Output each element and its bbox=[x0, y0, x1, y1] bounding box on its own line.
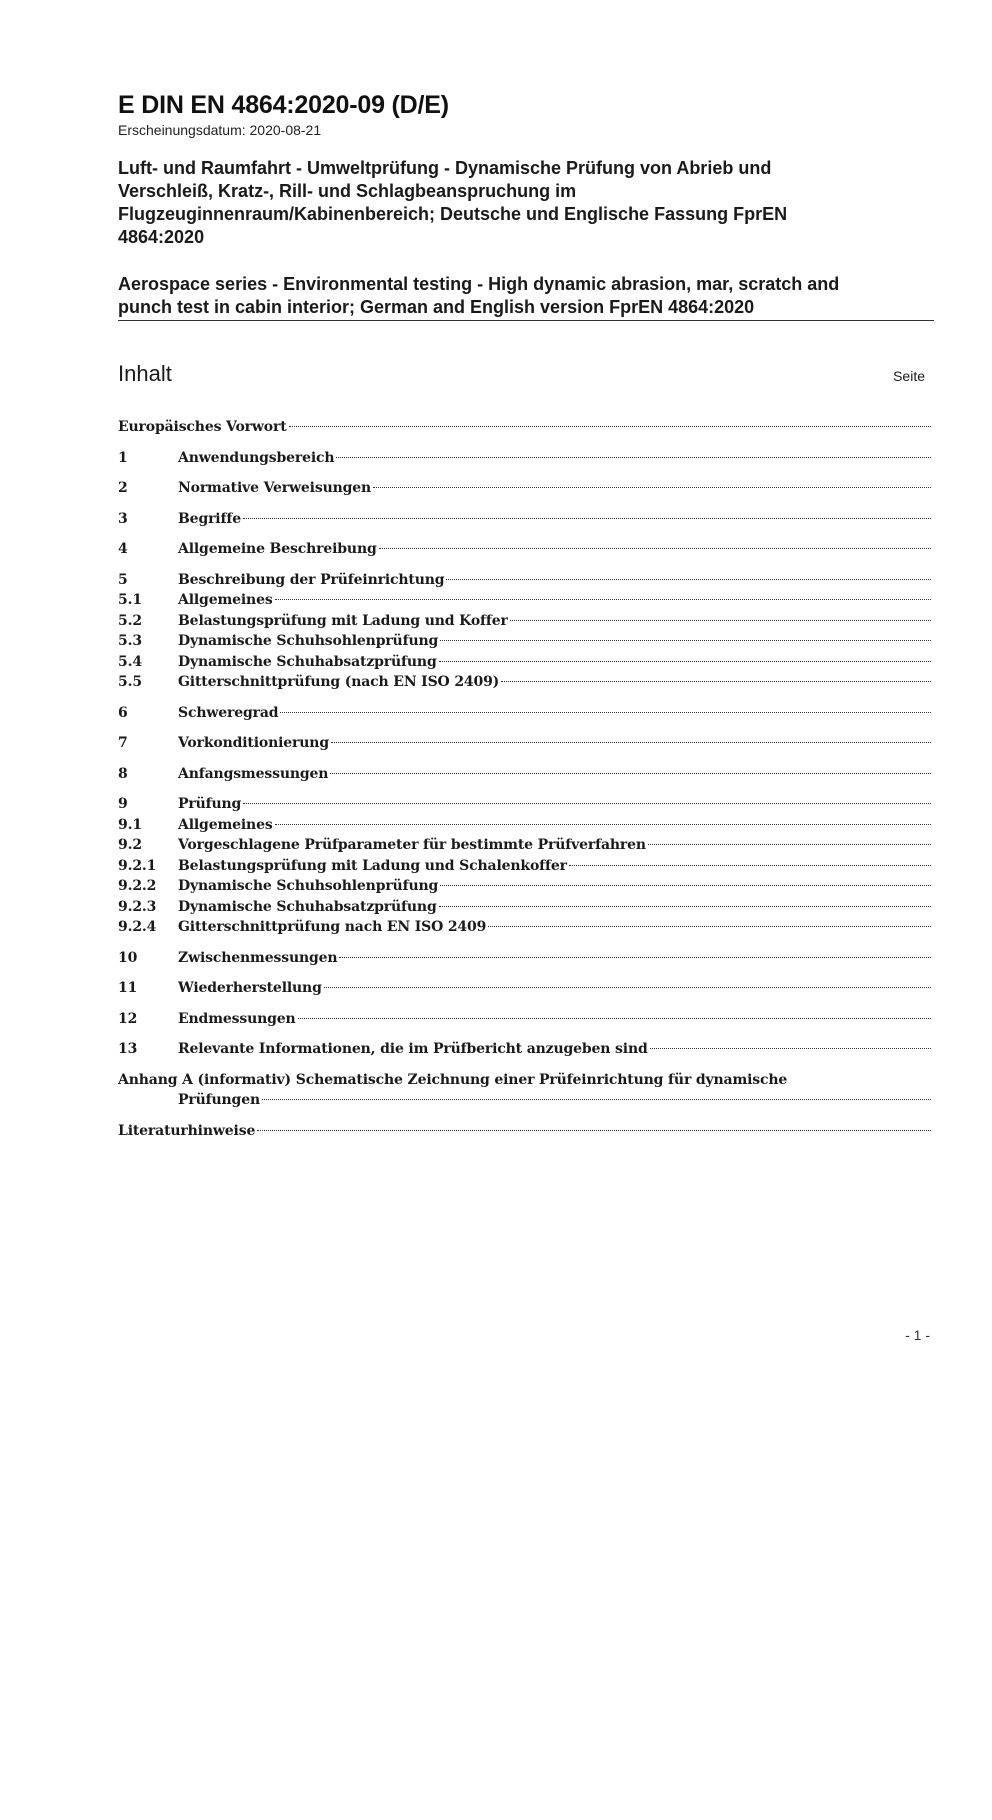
title-english-line: punch test in cabin interior; German and English version FprEN 4864:2020 bbox=[118, 297, 755, 317]
toc-entry-number: 13 bbox=[118, 1041, 138, 1057]
toc-bibliography-title: Literaturhinweise bbox=[118, 1122, 256, 1139]
toc-entry-title: Zwischenmessungen bbox=[178, 949, 338, 966]
title-german bbox=[118, 157, 932, 249]
toc-entry-title: Allgemeines bbox=[178, 592, 273, 608]
title-german-line: 4864:2020 bbox=[118, 227, 205, 247]
toc-entry-number: 9.2.4 bbox=[118, 919, 157, 935]
toc-entry-title: Dynamische Schuhsohlenprüfung bbox=[178, 878, 439, 894]
toc-entry-number: 5.4 bbox=[118, 653, 142, 670]
toc-entry-title: Schweregrad bbox=[178, 704, 279, 721]
toc-entry-number: 6 bbox=[118, 704, 128, 721]
toc-entry-number: 9.1 bbox=[118, 816, 142, 833]
publication-date: Erscheinungsdatum: 2020-08-21 bbox=[118, 122, 322, 138]
toc-entry-number: 5.5 bbox=[118, 674, 142, 690]
toc-entry-title: Normative Verweisungen bbox=[178, 480, 372, 496]
toc-entry-number: 1 bbox=[118, 449, 128, 466]
toc-entry-number: 9.2.1 bbox=[118, 857, 157, 874]
title-english-line: Aerospace series - Environmental testing - High dynamic abrasion, mar, scratch and bbox=[118, 274, 840, 294]
toc-entry-title: Dynamische Schuhabsatzprüfung bbox=[178, 653, 437, 670]
toc-entry-number: 8 bbox=[118, 765, 128, 782]
toc-entry-title: Gitterschnittprüfung (nach EN ISO 2409) bbox=[178, 674, 500, 690]
toc-entry-number: 10 bbox=[118, 949, 138, 966]
toc-entry-title: Vorgeschlagene Prüfparameter für bestimmte Prüfverfahren bbox=[178, 837, 646, 853]
toc-entry-title: Allgemeine Beschreibung bbox=[178, 541, 377, 557]
toc-heading: Inhalt bbox=[118, 361, 172, 386]
toc-entry-number: 9.2 bbox=[118, 837, 142, 853]
toc-entry-title: Dynamische Schuhsohlenprüfung bbox=[178, 633, 439, 649]
toc-entry-number: 4 bbox=[118, 541, 128, 557]
toc-entry-title: Relevante Informationen, die im Prüfbericht anzugeben sind bbox=[178, 1041, 648, 1057]
title-german-line: Verschleiß, Kratz-, Rill- und Schlagbeanspruchung im bbox=[118, 181, 577, 201]
page-number: - 1 - bbox=[905, 1327, 930, 1343]
toc-entry-title: Europäisches Vorwort bbox=[118, 419, 287, 435]
toc-entry-title: Belastungsprüfung mit Ladung und Koffer bbox=[178, 612, 508, 629]
toc-entry-number: 9.2.3 bbox=[118, 898, 157, 915]
toc-annex-title: Anhang A (informativ) Schematische Zeichnung einer Prüfeinrichtung für dynamische bbox=[118, 1071, 788, 1088]
toc-entry-number: 2 bbox=[118, 480, 128, 496]
table-of-contents bbox=[118, 417, 932, 1141]
toc-entry-title: Dynamische Schuhabsatzprüfung bbox=[178, 898, 437, 915]
header-divider bbox=[118, 320, 934, 321]
toc-entry-number: 9.2.2 bbox=[118, 878, 157, 894]
toc-entry-title: Anfangsmessungen bbox=[178, 765, 329, 782]
toc-entry-title: Belastungsprüfung mit Ladung und Schalenkoffer bbox=[178, 857, 567, 874]
toc-annex-title-continued: Prüfungen bbox=[178, 1092, 260, 1108]
toc-entry-number: 12 bbox=[118, 1010, 138, 1027]
title-german-line: Flugzeuginnenraum/Kabinenbereich; Deutsche und Englische Fassung FprEN bbox=[118, 204, 788, 224]
toc-entry-number: 11 bbox=[118, 980, 138, 996]
toc-entry-title: Gitterschnittprüfung nach EN ISO 2409 bbox=[178, 919, 487, 935]
title-english bbox=[118, 273, 932, 319]
toc-entry-number: 3 bbox=[118, 510, 128, 527]
title-german-line: Luft- und Raumfahrt - Umweltprüfung - Dynamische Prüfung von Abrieb und bbox=[118, 158, 772, 178]
toc-entry[interactable] bbox=[118, 1121, 932, 1142]
toc-entry-number: 5.2 bbox=[118, 612, 142, 629]
toc-entry-title: Beschreibung der Prüfeinrichtung bbox=[178, 571, 445, 588]
toc-page-column-label: Seite bbox=[893, 368, 925, 384]
toc-entry-number: 7 bbox=[118, 735, 128, 751]
toc-entry-title: Prüfung bbox=[178, 796, 242, 812]
toc-entry-title: Wiederherstellung bbox=[178, 980, 322, 996]
toc-entry-title: Begriffe bbox=[178, 510, 241, 527]
document-id: E DIN EN 4864:2020-09 (D/E) bbox=[118, 91, 449, 119]
toc-entry-title: Endmessungen bbox=[178, 1010, 296, 1027]
toc-entry-page bbox=[118, 417, 992, 1820]
toc-entry-title: Anwendungsbereich bbox=[178, 449, 335, 466]
toc-entry-number: 5.1 bbox=[118, 592, 142, 608]
toc-entry-number: 9 bbox=[118, 796, 128, 812]
toc-entry-number: 5.3 bbox=[118, 633, 142, 649]
toc-entry-number: 5 bbox=[118, 571, 128, 588]
toc-entry-title: Vorkonditionierung bbox=[178, 735, 329, 751]
toc-entry-title: Allgemeines bbox=[178, 816, 273, 833]
